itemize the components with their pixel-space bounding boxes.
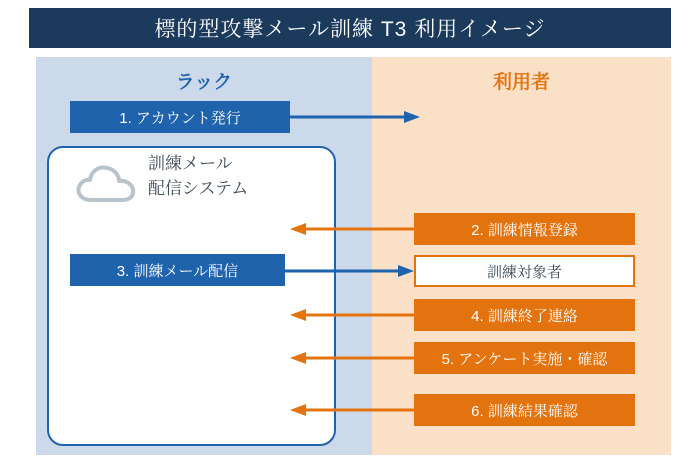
box-mail-delivery[interactable]: 3. 訓練メール配信 [70,254,285,286]
arrow-mail-delivery [285,265,414,276]
diagram-title-bar [29,8,671,48]
system-label-line1: 訓練メール [148,154,233,173]
column-lac-heading: ラック [175,72,233,93]
box-result-check[interactable]: 6. 訓練結果確認 [414,394,635,426]
arrow-training-info-registration [290,223,414,234]
box-survey[interactable]: 5. アンケート実施・確認 [414,342,635,374]
column-user-heading: 利用者 [492,72,550,93]
arrow-result-check [290,404,414,415]
box-training-finish-notice[interactable]: 4. 訓練終了連絡 [414,299,635,331]
cloud-icon [75,162,137,204]
arrow-account-issue [290,111,420,122]
box-training-info-registration[interactable]: 2. 訓練情報登録 [414,213,635,245]
box-account-issue[interactable]: 1. アカウント発行 [70,101,290,133]
training-mail-system-label [148,152,298,201]
box-training-target[interactable]: 訓練対象者 [414,255,635,287]
system-label-line2: 配信システム [148,178,249,198]
arrow-survey [290,352,414,363]
arrow-training-finish-notice [290,309,414,320]
page-title: 標的型攻撃メール訓練 T3 利用イメージ [154,18,546,41]
